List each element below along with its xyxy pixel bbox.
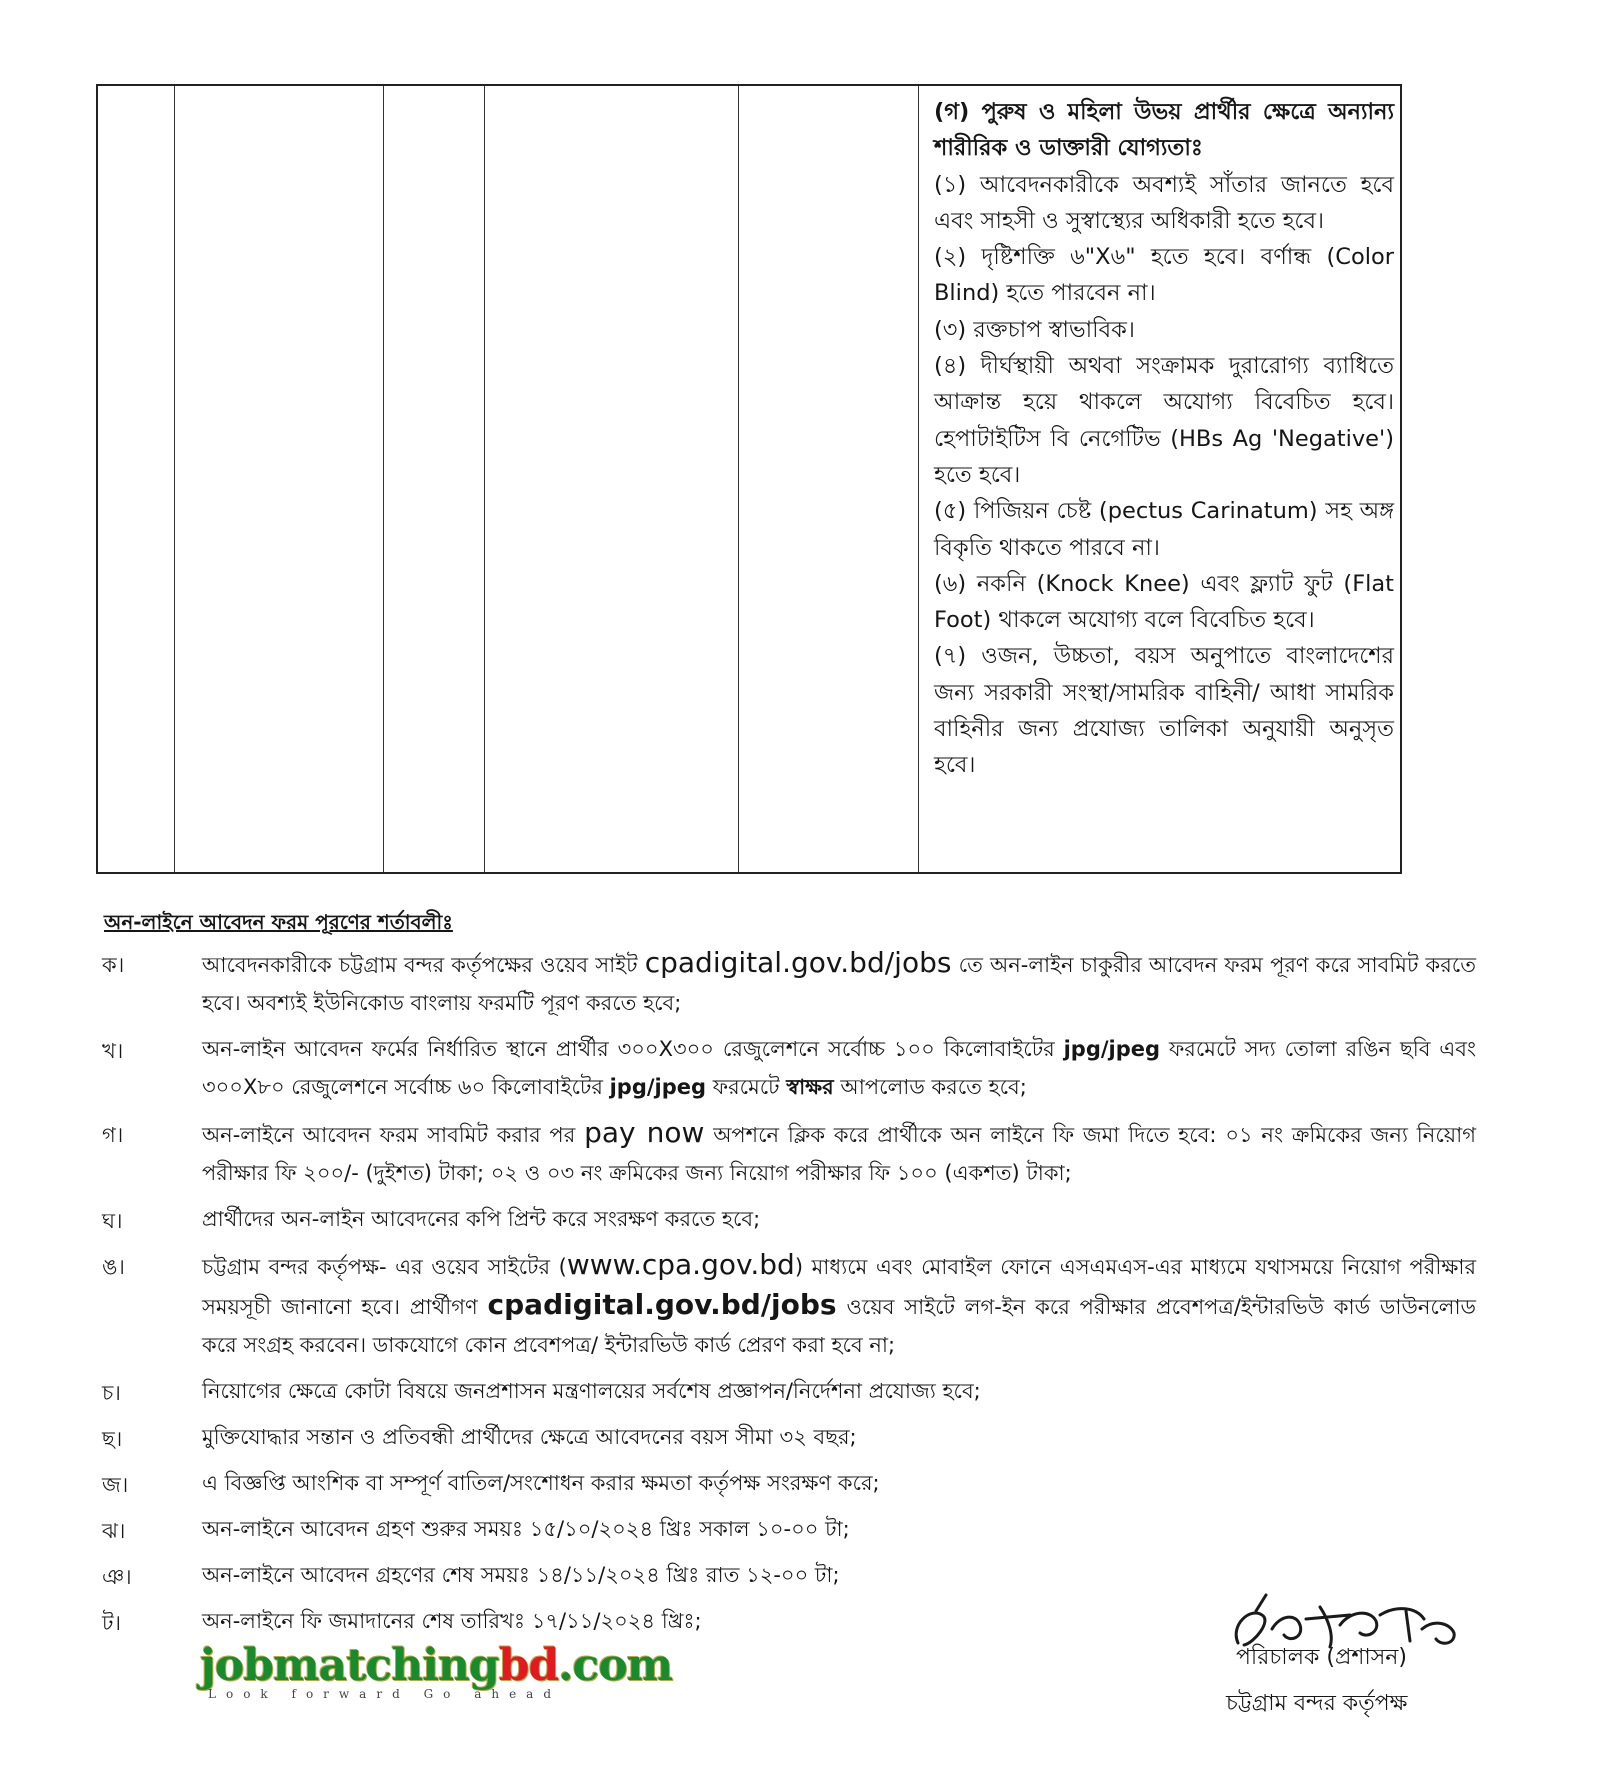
item-marker: ক।: [102, 953, 125, 977]
list-item: [96, 1372, 1476, 1410]
conditions-list: [96, 944, 1476, 1648]
list-item: [96, 1464, 1476, 1502]
qualification-point: (৫) পিজিয়ন চেষ্ট (pectus Carinatum) সহ অঙ্গ বিকৃতি থাকতে পারবে না।: [934, 498, 1394, 561]
signatory-organization: চট্টগ্রাম বন্দর কর্তৃপক্ষ: [1226, 1691, 1408, 1716]
text-segment: ওয়েব সাইটে লগ-ইন করে পরীক্ষার প্রবেশপত্র/ইন্টারভিউ কার্ড ডাউনলোড করে সংগ্রহ করবেন। ডাকযোগে কোন প্রবেশপত্র/ ইন্টারভিউ কার্ড প্রেরণ করা হবে না;: [202, 1295, 1476, 1357]
item-marker: ছ।: [102, 1427, 123, 1451]
list-item: [96, 944, 1476, 1022]
list-item: [96, 1114, 1476, 1192]
watermark-logo: [200, 1640, 672, 1701]
text-segment: অপশনে ক্লিক করে প্রার্থীকে অন লাইনে ফি জমা দিতে হবে: ০১ নং ক্রমিকের জন্য নিয়োগ পরীক্ষার ফি ২০০/- (দুইশত) টাকা; ০২ ও ০৩ নং ক্রমিকের জন্য নিয়োগ পরীক্ষার ফি ১০০ (একশত) টাকা;: [202, 1123, 1477, 1185]
qualification-point: (১) আবেদনকারীকে অবশ্যই সাঁতার জানতে হবে এবং সাহসী ও সুস্বাস্থ্যের অধিকারী হতে হবে।: [934, 171, 1394, 234]
list-item: [96, 1200, 1476, 1238]
website-link[interactable]: cpadigital.gov.bd/jobs: [487, 1288, 837, 1321]
signature-label: স্বাক্ষর: [786, 1075, 834, 1099]
text-segment: আপলোড করতে হবে;: [833, 1075, 1027, 1099]
table-column-divider: [918, 86, 919, 872]
text-segment: ফরমেটে সদ্য তোলা রঙিন ছবি এবং ৩০০X৮০ রেজুলেশনে সর্বোচ্চ ৬০ কিলোবাইটের: [202, 1037, 1476, 1099]
qualification-point: (৩) রক্তচাপ স্বাভাবিক।: [934, 316, 1135, 343]
item-text: মুক্তিযোদ্ধার সন্তান ও প্রতিবন্ধী প্রার্থীদের ক্ষেত্রে আবেদনের বয়স সীমা ৩২ বছর;: [202, 1425, 857, 1449]
item-text: প্রার্থীদের অন-লাইন আবেদনের কপি প্রিন্ট করে সংরক্ষণ করতে হবে;: [202, 1207, 761, 1231]
item-marker: ঙ।: [102, 1255, 125, 1279]
list-item: [96, 1418, 1476, 1456]
watermark-part: jobmatching: [200, 1640, 499, 1691]
item-marker: ঝ।: [102, 1519, 126, 1543]
item-marker: জ।: [102, 1473, 129, 1497]
text-segment: অন-লাইনে আবেদন ফরম সাবমিট করার পর: [202, 1123, 585, 1147]
list-item: [96, 1246, 1476, 1364]
qualification-heading: (গ) পুরুষ ও মহিলা উভয় প্রার্থীর ক্ষেত্রে অন্যান্য শারীরিক ও ডাক্তারী যোগ্যতাঃ: [934, 99, 1394, 162]
qualification-point: (২) দৃষ্টিশক্তি ৬"X৬" হতে হবে। বর্ণান্ধ (Color Blind) হতে পারবেন না।: [934, 244, 1394, 307]
format-label: jpg/jpeg: [1063, 1037, 1161, 1061]
website-link[interactable]: cpadigital.gov.bd/jobs: [644, 946, 952, 979]
qualification-point: (৭) ওজন, উচ্চতা, বয়স অনুপাতে বাংলাদেশের জন্য সরকারী সংস্থা/সামরিক বাহিনী/ আধা সামরিক বাহিনীর জন্য প্রযোজ্য তালিকা অনুযায়ী অনুসৃত হবে।: [934, 643, 1394, 779]
item-text: অন-লাইনে আবেদন গ্রহণ শুরুর সময়ঃ ১৫/১০/২০২৪ খ্রিঃ সকাল ১০-০০ টা;: [202, 1517, 850, 1541]
pay-now-label: pay now: [584, 1116, 705, 1149]
list-item: [96, 1510, 1476, 1548]
item-marker: ট।: [102, 1611, 121, 1635]
item-text: এ বিজ্ঞপ্তি আংশিক বা সম্পূর্ণ বাতিল/সংশোধন করার ক্ষমতা কর্তৃপক্ষ সংরক্ষণ করে;: [202, 1471, 880, 1495]
watermark-part: bd: [498, 1640, 559, 1691]
table-column-divider: [174, 86, 175, 872]
text-segment: অন-লাইন আবেদন ফর্মের নির্ধারিত স্থানে প্রার্থীর ৩০০X৩০০ রেজুলেশনে সর্বোচ্চ ১০০ কিলোবাইটের: [202, 1037, 1064, 1061]
conditions-title: অন-লাইনে আবেদন ফরম পূরণের শর্তাবলীঃ: [104, 910, 453, 934]
watermark-tagline: Look forward Go ahead: [208, 1687, 562, 1701]
text-segment: ফরমেটে: [706, 1075, 787, 1099]
text-segment: চট্টগ্রাম বন্দর কর্তৃপক্ষ- এর ওয়েব সাইটের (: [202, 1255, 567, 1279]
watermark-text: [200, 1640, 672, 1691]
item-text: [202, 1114, 1476, 1192]
item-text: [202, 944, 1476, 1022]
qualification-cell: [934, 94, 1394, 784]
signatory-title: পরিচালক (প্রশাসন): [1236, 1645, 1408, 1670]
qualification-point: (৬) নকনি (Knock Knee) এবং ফ্ল্যাট ফুট (Flat Foot) থাকলে অযোগ্য বলে বিবেচিত হবে।: [934, 570, 1394, 634]
text-segment: আবেদনকারীকে চট্টগ্রাম বন্দর কর্তৃপক্ষের ওয়েব সাইট: [202, 953, 645, 977]
item-marker: ঘ।: [102, 1209, 123, 1233]
watermark-part: .com: [558, 1640, 673, 1691]
table-column-divider: [484, 86, 485, 872]
item-marker: চ।: [102, 1381, 121, 1405]
text-segment: ) মাধ্যমে এবং মোবাইল ফোনে এসএমএস-এর মাধ্যমে যথাসময়ে নিয়োগ পরীক্ষার সময়সূচী জানানো হবে। প্রার্থীগণ: [202, 1255, 1476, 1319]
item-text: নিয়োগের ক্ষেত্রে কোটা বিষয়ে জনপ্রশাসন মন্ত্রণালয়ের সর্বশেষ প্রজ্ঞাপন/নির্দেশনা প্রযোজ্য হবে;: [202, 1379, 981, 1403]
website-link[interactable]: www.cpa.gov.bd: [566, 1248, 795, 1281]
text-segment: তে অন-লাইন চাকুরীর আবেদন ফরম পূরণ করে সাবমিট করতে হবে। অবশ্যই ইউনিকোড বাংলায় ফরমটি পূরণ করতে হবে;: [202, 953, 1476, 1015]
qualification-point: (৪) দীর্ঘস্থায়ী অথবা সংক্রামক দুরারোগ্য ব্যাধিতে আক্রান্ত হয়ে থাকলে অযোগ্য বিবেচিত হবে। হেপাটাইটিস বি নেগেটিভ (HBs Ag 'Negative') হতে হবে।: [934, 353, 1394, 488]
item-marker: গ।: [102, 1123, 124, 1147]
list-item: [96, 1030, 1476, 1106]
item-text: অন-লাইনে ফি জমাদানের শেষ তারিখঃ ১৭/১১/২০২৪ খ্রিঃ;: [202, 1609, 702, 1633]
table-column-divider: [738, 86, 739, 872]
item-text: অন-লাইনে আবেদন গ্রহণের শেষ সময়ঃ ১৪/১১/২০২৪ খ্রিঃ রাত ১২-০০ টা;: [202, 1563, 840, 1587]
item-text: [202, 1030, 1476, 1106]
table-column-divider: [383, 86, 384, 872]
item-text: [202, 1246, 1476, 1364]
item-marker: খ।: [102, 1039, 124, 1063]
requirements-table: [96, 84, 1402, 874]
format-label: jpg/jpeg: [609, 1075, 707, 1099]
item-marker: ঞ।: [102, 1565, 132, 1589]
